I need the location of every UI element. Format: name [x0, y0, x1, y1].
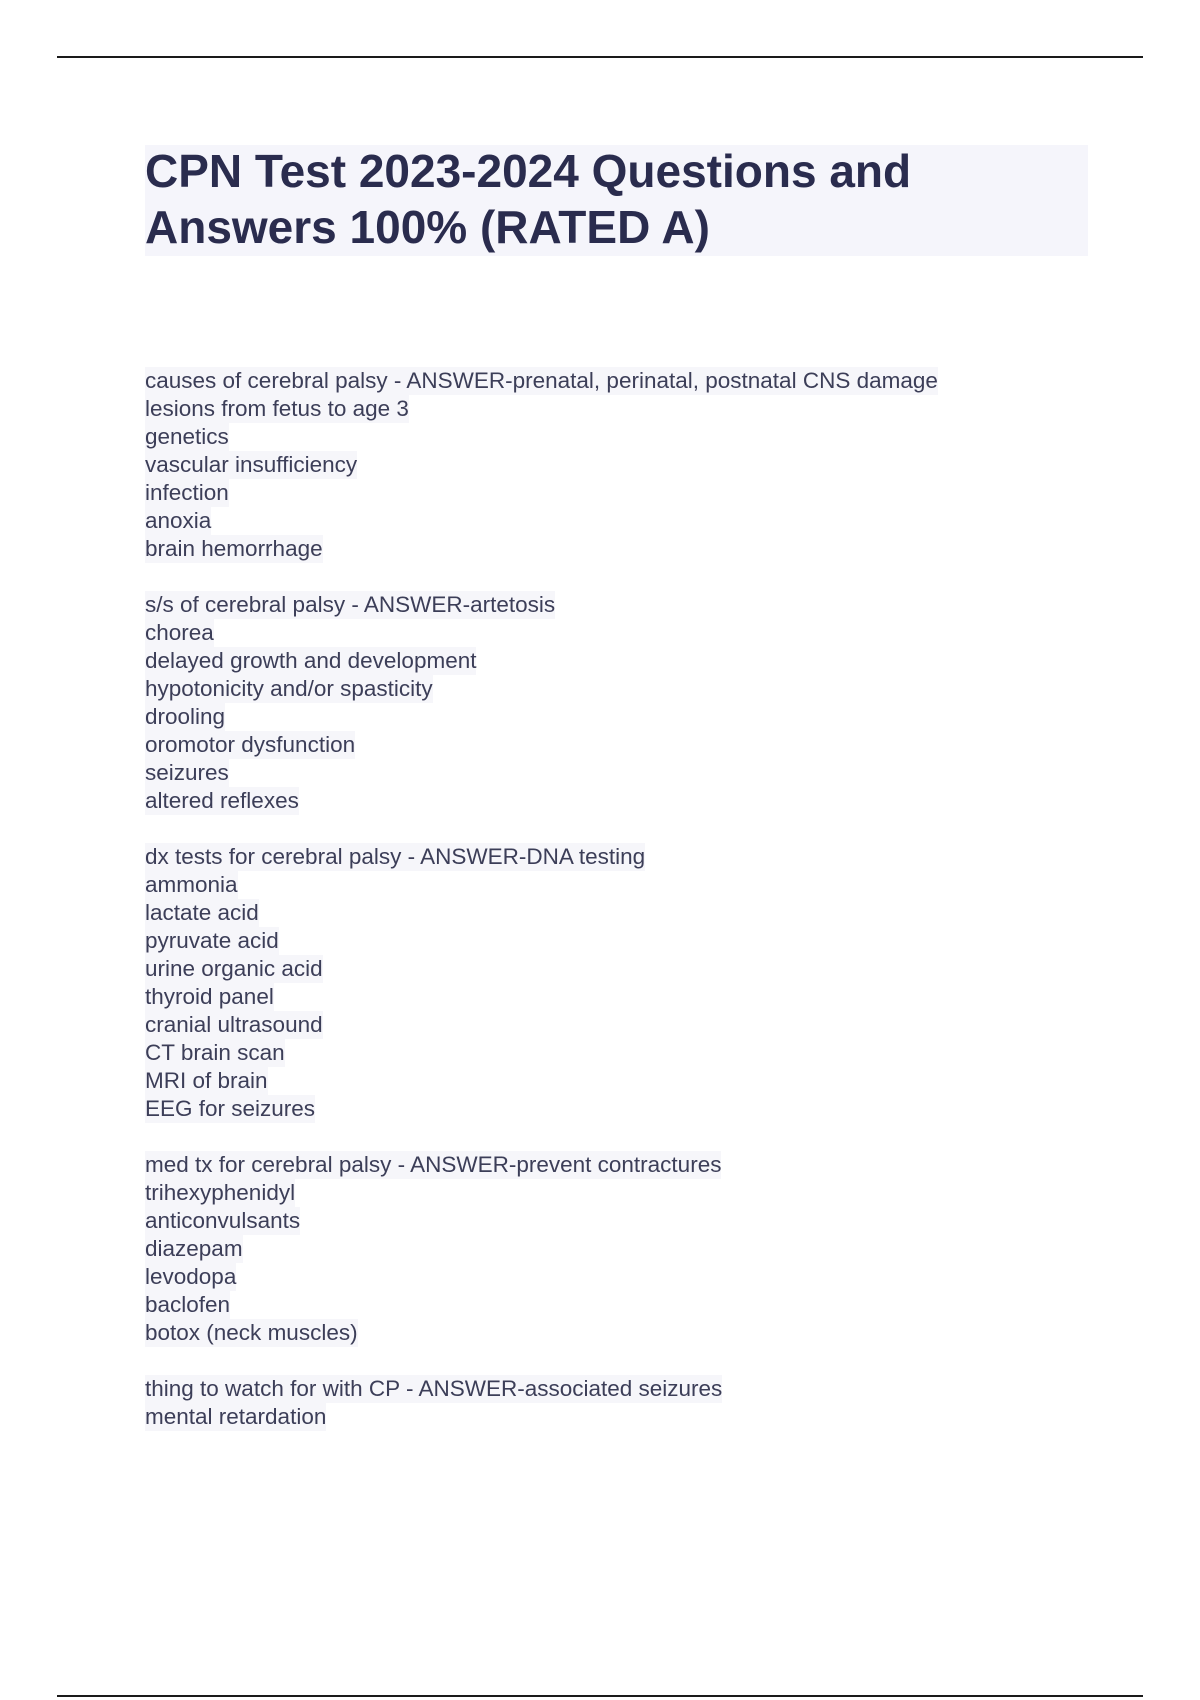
qa-answer-line: pyruvate acid	[145, 928, 279, 953]
qa-answer-line: EEG for seizures	[145, 1096, 316, 1121]
qa-item	[145, 1375, 1105, 1431]
qa-answer-line: botox (neck muscles)	[145, 1320, 358, 1345]
qa-question-line: thing to watch for with CP - ANSWER-associated seizures	[145, 1376, 723, 1401]
qa-answer-line: diazepam	[145, 1236, 243, 1261]
qa-answer-line: drooling	[145, 704, 226, 729]
qa-answer-line: lesions from fetus to age 3	[145, 396, 409, 421]
qa-question-line: s/s of cerebral palsy - ANSWER-artetosis	[145, 592, 556, 617]
qa-answer-line: vascular insufficiency	[145, 452, 358, 477]
qa-answer-line: levodopa	[145, 1264, 237, 1289]
qa-answer-line: MRI of brain	[145, 1068, 268, 1093]
qa-question-line: med tx for cerebral palsy - ANSWER-prevent contractures	[145, 1152, 722, 1177]
qa-item	[145, 367, 1105, 563]
qa-answer-line: anoxia	[145, 508, 212, 533]
qa-answer-line: baclofen	[145, 1292, 231, 1317]
qa-answer-line: hypotonicity and/or spasticity	[145, 676, 433, 701]
qa-item	[145, 1151, 1105, 1347]
qa-item	[145, 591, 1105, 815]
qa-answer-line: seizures	[145, 760, 229, 785]
qa-answer-line: trihexyphenidyl	[145, 1180, 296, 1205]
qa-answer-line: lactate acid	[145, 900, 259, 925]
qa-list	[145, 367, 1105, 1459]
footer-rule	[57, 1695, 1143, 1697]
qa-answer-line: delayed growth and development	[145, 648, 477, 673]
qa-answer-line: CT brain scan	[145, 1040, 285, 1065]
qa-answer-line: chorea	[145, 620, 214, 645]
document-title: CPN Test 2023-2024 Questions and Answers 100% (RATED A)	[145, 145, 912, 253]
qa-answer-line: cranial ultrasound	[145, 1012, 323, 1037]
qa-answer-line: anticonvulsants	[145, 1208, 301, 1233]
qa-answer-line: brain hemorrhage	[145, 536, 323, 561]
qa-answer-line: urine organic acid	[145, 956, 323, 981]
qa-answer-line: oromotor dysfunction	[145, 732, 356, 757]
qa-question-line: dx tests for cerebral palsy - ANSWER-DNA testing	[145, 844, 646, 869]
header-rule	[57, 56, 1143, 58]
qa-answer-line: altered reflexes	[145, 788, 299, 813]
title-block	[145, 145, 1088, 256]
qa-answer-line: thyroid panel	[145, 984, 274, 1009]
qa-question-line: causes of cerebral palsy - ANSWER-prenatal, perinatal, postnatal CNS damage	[145, 368, 938, 393]
qa-answer-line: genetics	[145, 424, 229, 449]
qa-item	[145, 843, 1105, 1123]
qa-answer-line: infection	[145, 480, 229, 505]
qa-answer-line: mental retardation	[145, 1404, 327, 1429]
qa-answer-line: ammonia	[145, 872, 238, 897]
